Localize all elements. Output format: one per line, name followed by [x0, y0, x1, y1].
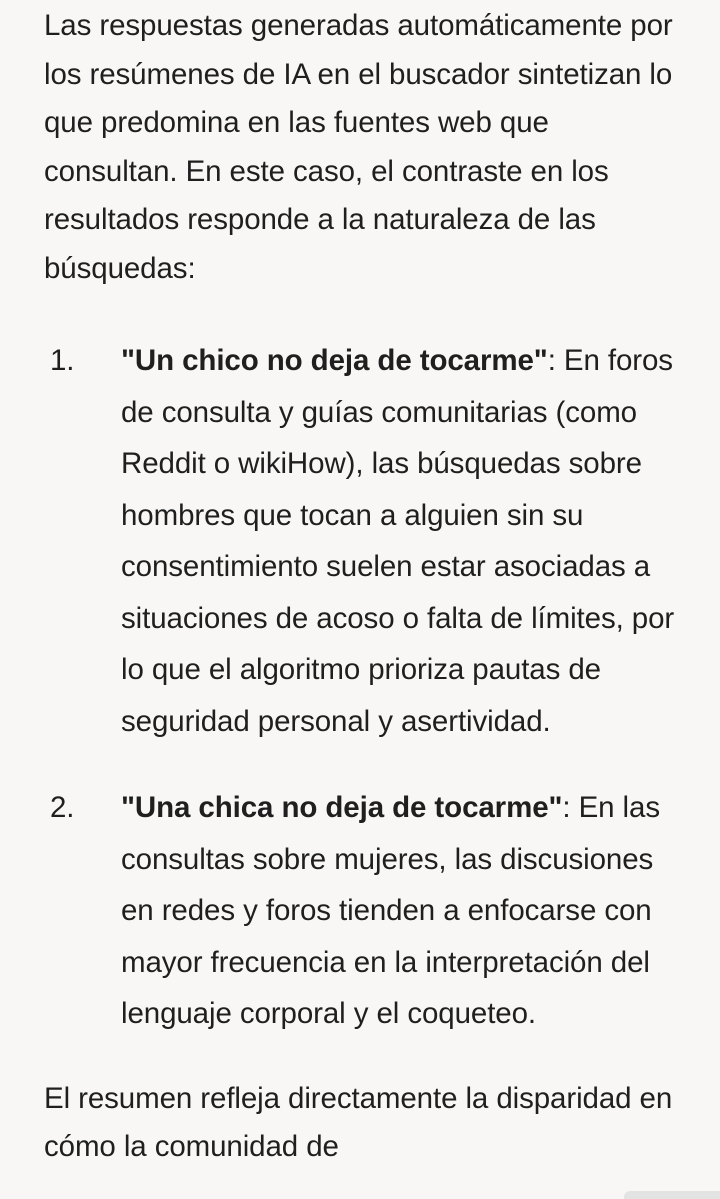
list-marker: 1. [50, 344, 75, 377]
article-body [44, 0, 684, 1172]
list-item [44, 782, 684, 1040]
list-item-title: "Una chica no deja de tocarme" [121, 791, 563, 824]
scroll-indicator [624, 1191, 720, 1199]
list-item [44, 335, 684, 747]
list-marker: 2. [50, 791, 75, 824]
closing-paragraph: El resumen refleja directamente la disparidad en cómo la comunidad de [44, 1081, 673, 1163]
list-item-text: : En foros de consulta y guías comunitarias (como Reddit o wikiHow), las búsquedas sobre hombres que tocan a alguien sin su consentimiento suelen estar asociadas a situaciones de acoso o falta de límites, por lo que el algoritmo prioriza pautas de seguridad personal y asertividad. [121, 344, 675, 738]
numbered-list [44, 335, 684, 1040]
list-item-text: : En las consultas sobre mujeres, las discusiones en redes y foros tienden a enfocarse con mayor frecuencia en la interpretación del lenguaje corporal y el coqueteo. [121, 791, 660, 1030]
list-item-title: "Un chico no deja de tocarme" [121, 344, 548, 377]
intro-paragraph: Las respuestas generadas automáticamente por los resúmenes de IA en el buscador sintetizan lo que predomina en las fuentes web que consultan. En este caso, el contraste en los resultados responde a la naturaleza de las búsquedas: [44, 9, 673, 285]
